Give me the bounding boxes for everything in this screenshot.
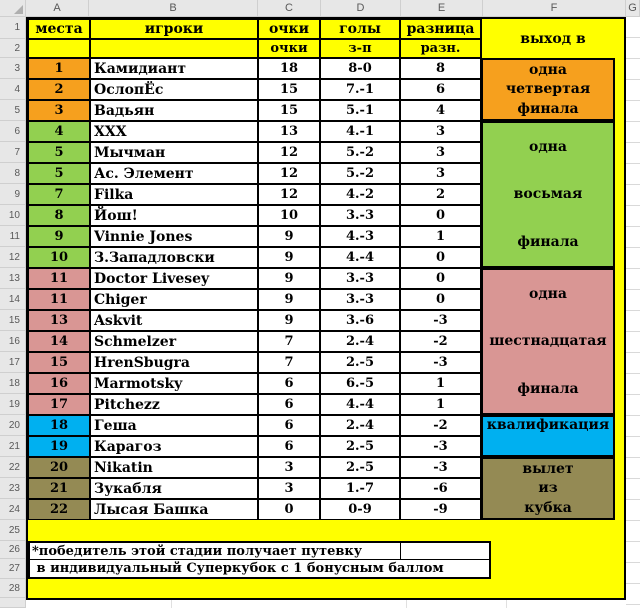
diff-cell[interactable]: 0 bbox=[400, 289, 481, 310]
header-places[interactable]: места bbox=[28, 19, 90, 39]
diff-cell[interactable]: 3 bbox=[400, 121, 481, 142]
player-cell[interactable]: Карагоз bbox=[90, 436, 258, 457]
place-cell[interactable]: 10 bbox=[28, 247, 90, 268]
place-cell[interactable]: 18 bbox=[28, 415, 90, 436]
place-cell[interactable]: 13 bbox=[28, 310, 90, 331]
points-cell[interactable]: 6 bbox=[258, 373, 320, 394]
player-cell[interactable]: Йош! bbox=[90, 205, 258, 226]
row-header-4[interactable]: 4 bbox=[0, 79, 26, 100]
goals-cell[interactable]: 4.-3 bbox=[320, 226, 400, 247]
row-header-15[interactable]: 15 bbox=[0, 310, 26, 331]
row-header-24[interactable]: 24 bbox=[0, 499, 26, 520]
place-cell[interactable]: 22 bbox=[28, 499, 90, 520]
place-cell[interactable]: 14 bbox=[28, 331, 90, 352]
subheader-points[interactable]: очки bbox=[258, 39, 320, 58]
stage-block-line: восьмая bbox=[513, 186, 583, 203]
goals-cell[interactable]: 2.-4 bbox=[320, 415, 400, 436]
place-cell[interactable]: 7 bbox=[28, 184, 90, 205]
row-header-9[interactable]: 9 bbox=[0, 184, 26, 205]
row-header-25[interactable]: 25 bbox=[0, 520, 26, 541]
points-cell[interactable]: 3 bbox=[258, 478, 320, 499]
row-header-27[interactable]: 27 bbox=[0, 559, 26, 579]
place-cell[interactable]: 3 bbox=[28, 100, 90, 121]
player-cell[interactable]: Камидиант bbox=[90, 58, 258, 79]
points-cell[interactable]: 7 bbox=[258, 352, 320, 373]
stage-block-sixteenth-final[interactable] bbox=[481, 268, 615, 415]
diff-cell[interactable]: 8 bbox=[400, 58, 481, 79]
place-cell[interactable]: 11 bbox=[28, 268, 90, 289]
header-advance[interactable]: выход в bbox=[481, 19, 624, 58]
points-cell[interactable]: 12 bbox=[258, 184, 320, 205]
stage-block-line: квалификация bbox=[486, 417, 610, 433]
points-cell[interactable]: 12 bbox=[258, 142, 320, 163]
player-cell[interactable]: Nikatin bbox=[90, 457, 258, 478]
stage-block-line: четвертая bbox=[505, 81, 591, 98]
row-header-18[interactable]: 18 bbox=[0, 373, 26, 394]
player-cell[interactable]: Геша bbox=[90, 415, 258, 436]
points-cell[interactable]: 6 bbox=[258, 415, 320, 436]
header-points[interactable]: очки bbox=[258, 19, 320, 39]
diff-cell[interactable]: 0 bbox=[400, 205, 481, 226]
player-cell[interactable]: Мычман bbox=[90, 142, 258, 163]
row-header-8[interactable]: 8 bbox=[0, 163, 26, 184]
place-cell[interactable]: 17 bbox=[28, 394, 90, 415]
standings-table bbox=[26, 17, 626, 600]
row-header-12[interactable]: 12 bbox=[0, 247, 26, 268]
player-cell[interactable]: Chiger bbox=[90, 289, 258, 310]
row-header-23[interactable]: 23 bbox=[0, 478, 26, 499]
player-cell[interactable]: Pitchezz bbox=[90, 394, 258, 415]
row-header-2[interactable]: 2 bbox=[0, 39, 26, 58]
goals-cell[interactable]: 3.-6 bbox=[320, 310, 400, 331]
header-players[interactable]: игроки bbox=[90, 19, 258, 39]
place-cell[interactable]: 16 bbox=[28, 373, 90, 394]
goals-cell[interactable]: 4.-4 bbox=[320, 247, 400, 268]
stage-block-line: вылет bbox=[522, 460, 574, 477]
points-cell[interactable]: 6 bbox=[258, 436, 320, 457]
diff-cell[interactable]: 6 bbox=[400, 79, 481, 100]
footnote-box[interactable] bbox=[28, 541, 491, 579]
points-cell[interactable]: 6 bbox=[258, 394, 320, 415]
goals-cell[interactable]: 4.-2 bbox=[320, 184, 400, 205]
row-header-20[interactable]: 20 bbox=[0, 415, 26, 436]
stage-block-line: кубка bbox=[524, 500, 572, 517]
header-goals[interactable]: голы bbox=[320, 19, 400, 39]
diff-cell[interactable]: 3 bbox=[400, 142, 481, 163]
place-cell[interactable]: 2 bbox=[28, 79, 90, 100]
goals-cell[interactable]: 4.-4 bbox=[320, 394, 400, 415]
player-cell[interactable]: ОслопЁс bbox=[90, 79, 258, 100]
player-cell[interactable]: XXX bbox=[90, 121, 258, 142]
row-header-3[interactable]: 3 bbox=[0, 58, 26, 79]
column-header-e[interactable]: E bbox=[401, 0, 483, 17]
goals-cell[interactable]: 2.-5 bbox=[320, 352, 400, 373]
stage-block-line: финала bbox=[517, 381, 579, 398]
diff-cell[interactable]: 1 bbox=[400, 226, 481, 247]
player-cell[interactable]: HrenSbugra bbox=[90, 352, 258, 373]
points-cell[interactable]: 7 bbox=[258, 331, 320, 352]
diff-cell[interactable]: 3 bbox=[400, 163, 481, 184]
points-cell[interactable]: 13 bbox=[258, 121, 320, 142]
place-cell[interactable]: 5 bbox=[28, 163, 90, 184]
diff-cell[interactable]: -2 bbox=[400, 415, 481, 436]
player-cell[interactable]: Вадьян bbox=[90, 100, 258, 121]
header-players-sub[interactable] bbox=[90, 39, 258, 58]
header-diff[interactable]: разница bbox=[400, 19, 481, 39]
place-cell[interactable]: 1 bbox=[28, 58, 90, 79]
footnote-line-2[interactable]: в индивидуальный Суперкубок с 1 бонусным баллом bbox=[30, 559, 489, 577]
stage-block-line: одна bbox=[529, 138, 567, 155]
footnote-line-1[interactable]: *победитель этой стадии получает путевку bbox=[30, 543, 489, 559]
subheader-diff[interactable]: разн. bbox=[400, 39, 481, 58]
goals-cell[interactable]: 3.-3 bbox=[320, 289, 400, 310]
diff-cell[interactable]: 0 bbox=[400, 247, 481, 268]
subheader-goals[interactable]: з-п bbox=[320, 39, 400, 58]
goals-cell[interactable]: 2.-4 bbox=[320, 331, 400, 352]
diff-cell[interactable]: 1 bbox=[400, 394, 481, 415]
player-cell[interactable]: З.Западловски bbox=[90, 247, 258, 268]
row-header-7[interactable]: 7 bbox=[0, 142, 26, 163]
stage-block-line: финала bbox=[517, 101, 579, 118]
column-g-empty-cells[interactable] bbox=[626, 17, 640, 608]
column-header-a[interactable]: A bbox=[26, 0, 89, 17]
place-cell[interactable]: 9 bbox=[28, 226, 90, 247]
diff-cell[interactable]: -6 bbox=[400, 478, 481, 499]
row-header-strip bbox=[0, 17, 26, 608]
goals-cell[interactable]: 1.-7 bbox=[320, 478, 400, 499]
diff-cell[interactable]: -3 bbox=[400, 436, 481, 457]
cell-divider bbox=[400, 543, 401, 559]
player-cell[interactable]: Лысая Башка bbox=[90, 499, 258, 520]
diff-cell[interactable]: -3 bbox=[400, 457, 481, 478]
goals-cell[interactable]: 8-0 bbox=[320, 58, 400, 79]
place-cell[interactable]: 20 bbox=[28, 457, 90, 478]
goals-cell[interactable]: 0-9 bbox=[320, 499, 400, 520]
row-header-28[interactable]: 28 bbox=[0, 579, 26, 598]
player-cell[interactable]: Ас. Элемент bbox=[90, 163, 258, 184]
points-cell[interactable]: 3 bbox=[258, 457, 320, 478]
points-cell[interactable]: 9 bbox=[258, 247, 320, 268]
diff-cell[interactable]: -2 bbox=[400, 331, 481, 352]
player-cell[interactable]: Marmotsky bbox=[90, 373, 258, 394]
points-cell[interactable]: 15 bbox=[258, 79, 320, 100]
player-cell[interactable]: Askvit bbox=[90, 310, 258, 331]
stage-block-line: одна bbox=[529, 285, 567, 302]
stage-block-out-of-cup[interactable] bbox=[481, 457, 615, 520]
row-header-17[interactable]: 17 bbox=[0, 352, 26, 373]
column-header-c[interactable]: C bbox=[258, 0, 321, 17]
select-all-corner[interactable] bbox=[0, 0, 26, 17]
diff-cell[interactable]: 1 bbox=[400, 373, 481, 394]
diff-cell[interactable]: -9 bbox=[400, 499, 481, 520]
goals-cell[interactable]: 5.-2 bbox=[320, 142, 400, 163]
stage-block-line: шестнадцатая bbox=[489, 333, 607, 350]
stage-block-qualification[interactable] bbox=[481, 415, 615, 457]
column-header-strip bbox=[0, 0, 640, 17]
goals-cell[interactable]: 7.-1 bbox=[320, 79, 400, 100]
row-header-19[interactable]: 19 bbox=[0, 394, 26, 415]
diff-cell[interactable]: 4 bbox=[400, 100, 481, 121]
header-places-sub[interactable] bbox=[28, 39, 90, 58]
row-header-22[interactable]: 22 bbox=[0, 457, 26, 478]
row-header-21[interactable]: 21 bbox=[0, 436, 26, 457]
diff-cell[interactable]: 2 bbox=[400, 184, 481, 205]
row-header-6[interactable]: 6 bbox=[0, 121, 26, 142]
row-header-14[interactable]: 14 bbox=[0, 289, 26, 310]
place-cell[interactable]: 8 bbox=[28, 205, 90, 226]
column-header-d[interactable]: D bbox=[321, 0, 401, 17]
points-cell[interactable]: 9 bbox=[258, 268, 320, 289]
points-cell[interactable]: 15 bbox=[258, 100, 320, 121]
select-all-icon bbox=[14, 5, 23, 14]
points-cell[interactable]: 12 bbox=[258, 163, 320, 184]
diff-cell[interactable]: 0 bbox=[400, 268, 481, 289]
row-header-5[interactable]: 5 bbox=[0, 100, 26, 121]
place-cell[interactable]: 4 bbox=[28, 121, 90, 142]
place-cell[interactable]: 11 bbox=[28, 289, 90, 310]
row-header-26[interactable]: 26 bbox=[0, 541, 26, 559]
points-cell[interactable]: 9 bbox=[258, 310, 320, 331]
goals-cell[interactable]: 4.-1 bbox=[320, 121, 400, 142]
goals-cell[interactable]: 2.-5 bbox=[320, 457, 400, 478]
goals-cell[interactable]: 3.-3 bbox=[320, 205, 400, 226]
player-cell[interactable]: Зукабля bbox=[90, 478, 258, 499]
goals-cell[interactable]: 5.-1 bbox=[320, 100, 400, 121]
diff-cell[interactable]: -3 bbox=[400, 310, 481, 331]
goals-cell[interactable]: 3.-3 bbox=[320, 268, 400, 289]
row-header-13[interactable]: 13 bbox=[0, 268, 26, 289]
player-cell[interactable]: Filka bbox=[90, 184, 258, 205]
points-cell[interactable]: 0 bbox=[258, 499, 320, 520]
goals-cell[interactable]: 6.-5 bbox=[320, 373, 400, 394]
player-cell[interactable]: Vinnie Jones bbox=[90, 226, 258, 247]
row-header-1[interactable]: 1 bbox=[0, 17, 26, 39]
stage-block-line: одна bbox=[529, 61, 567, 78]
goals-cell[interactable]: 2.-5 bbox=[320, 436, 400, 457]
diff-cell[interactable]: -3 bbox=[400, 352, 481, 373]
points-cell[interactable]: 9 bbox=[258, 289, 320, 310]
row-header-10[interactable]: 10 bbox=[0, 205, 26, 226]
stage-block-line: из bbox=[538, 480, 558, 497]
column-header-b[interactable]: B bbox=[89, 0, 258, 17]
partial-row-29[interactable] bbox=[26, 600, 626, 608]
place-cell[interactable]: 19 bbox=[28, 436, 90, 457]
stage-block-quarter-final[interactable] bbox=[481, 58, 615, 121]
place-cell[interactable]: 21 bbox=[28, 478, 90, 499]
player-cell[interactable]: Doctor Livesey bbox=[90, 268, 258, 289]
place-cell[interactable]: 5 bbox=[28, 142, 90, 163]
stage-block-line: финала bbox=[517, 234, 579, 251]
row-header-29-partial[interactable] bbox=[0, 598, 26, 608]
points-cell[interactable]: 18 bbox=[258, 58, 320, 79]
row-header-16[interactable]: 16 bbox=[0, 331, 26, 352]
goals-cell[interactable]: 5.-2 bbox=[320, 163, 400, 184]
column-header-g[interactable]: G bbox=[626, 0, 640, 17]
points-cell[interactable]: 9 bbox=[258, 226, 320, 247]
stage-block-eighth-final[interactable] bbox=[481, 121, 615, 268]
place-cell[interactable]: 15 bbox=[28, 352, 90, 373]
player-cell[interactable]: Schmelzer bbox=[90, 331, 258, 352]
column-header-f[interactable]: F bbox=[483, 0, 626, 17]
points-cell[interactable]: 10 bbox=[258, 205, 320, 226]
row-header-11[interactable]: 11 bbox=[0, 226, 26, 247]
